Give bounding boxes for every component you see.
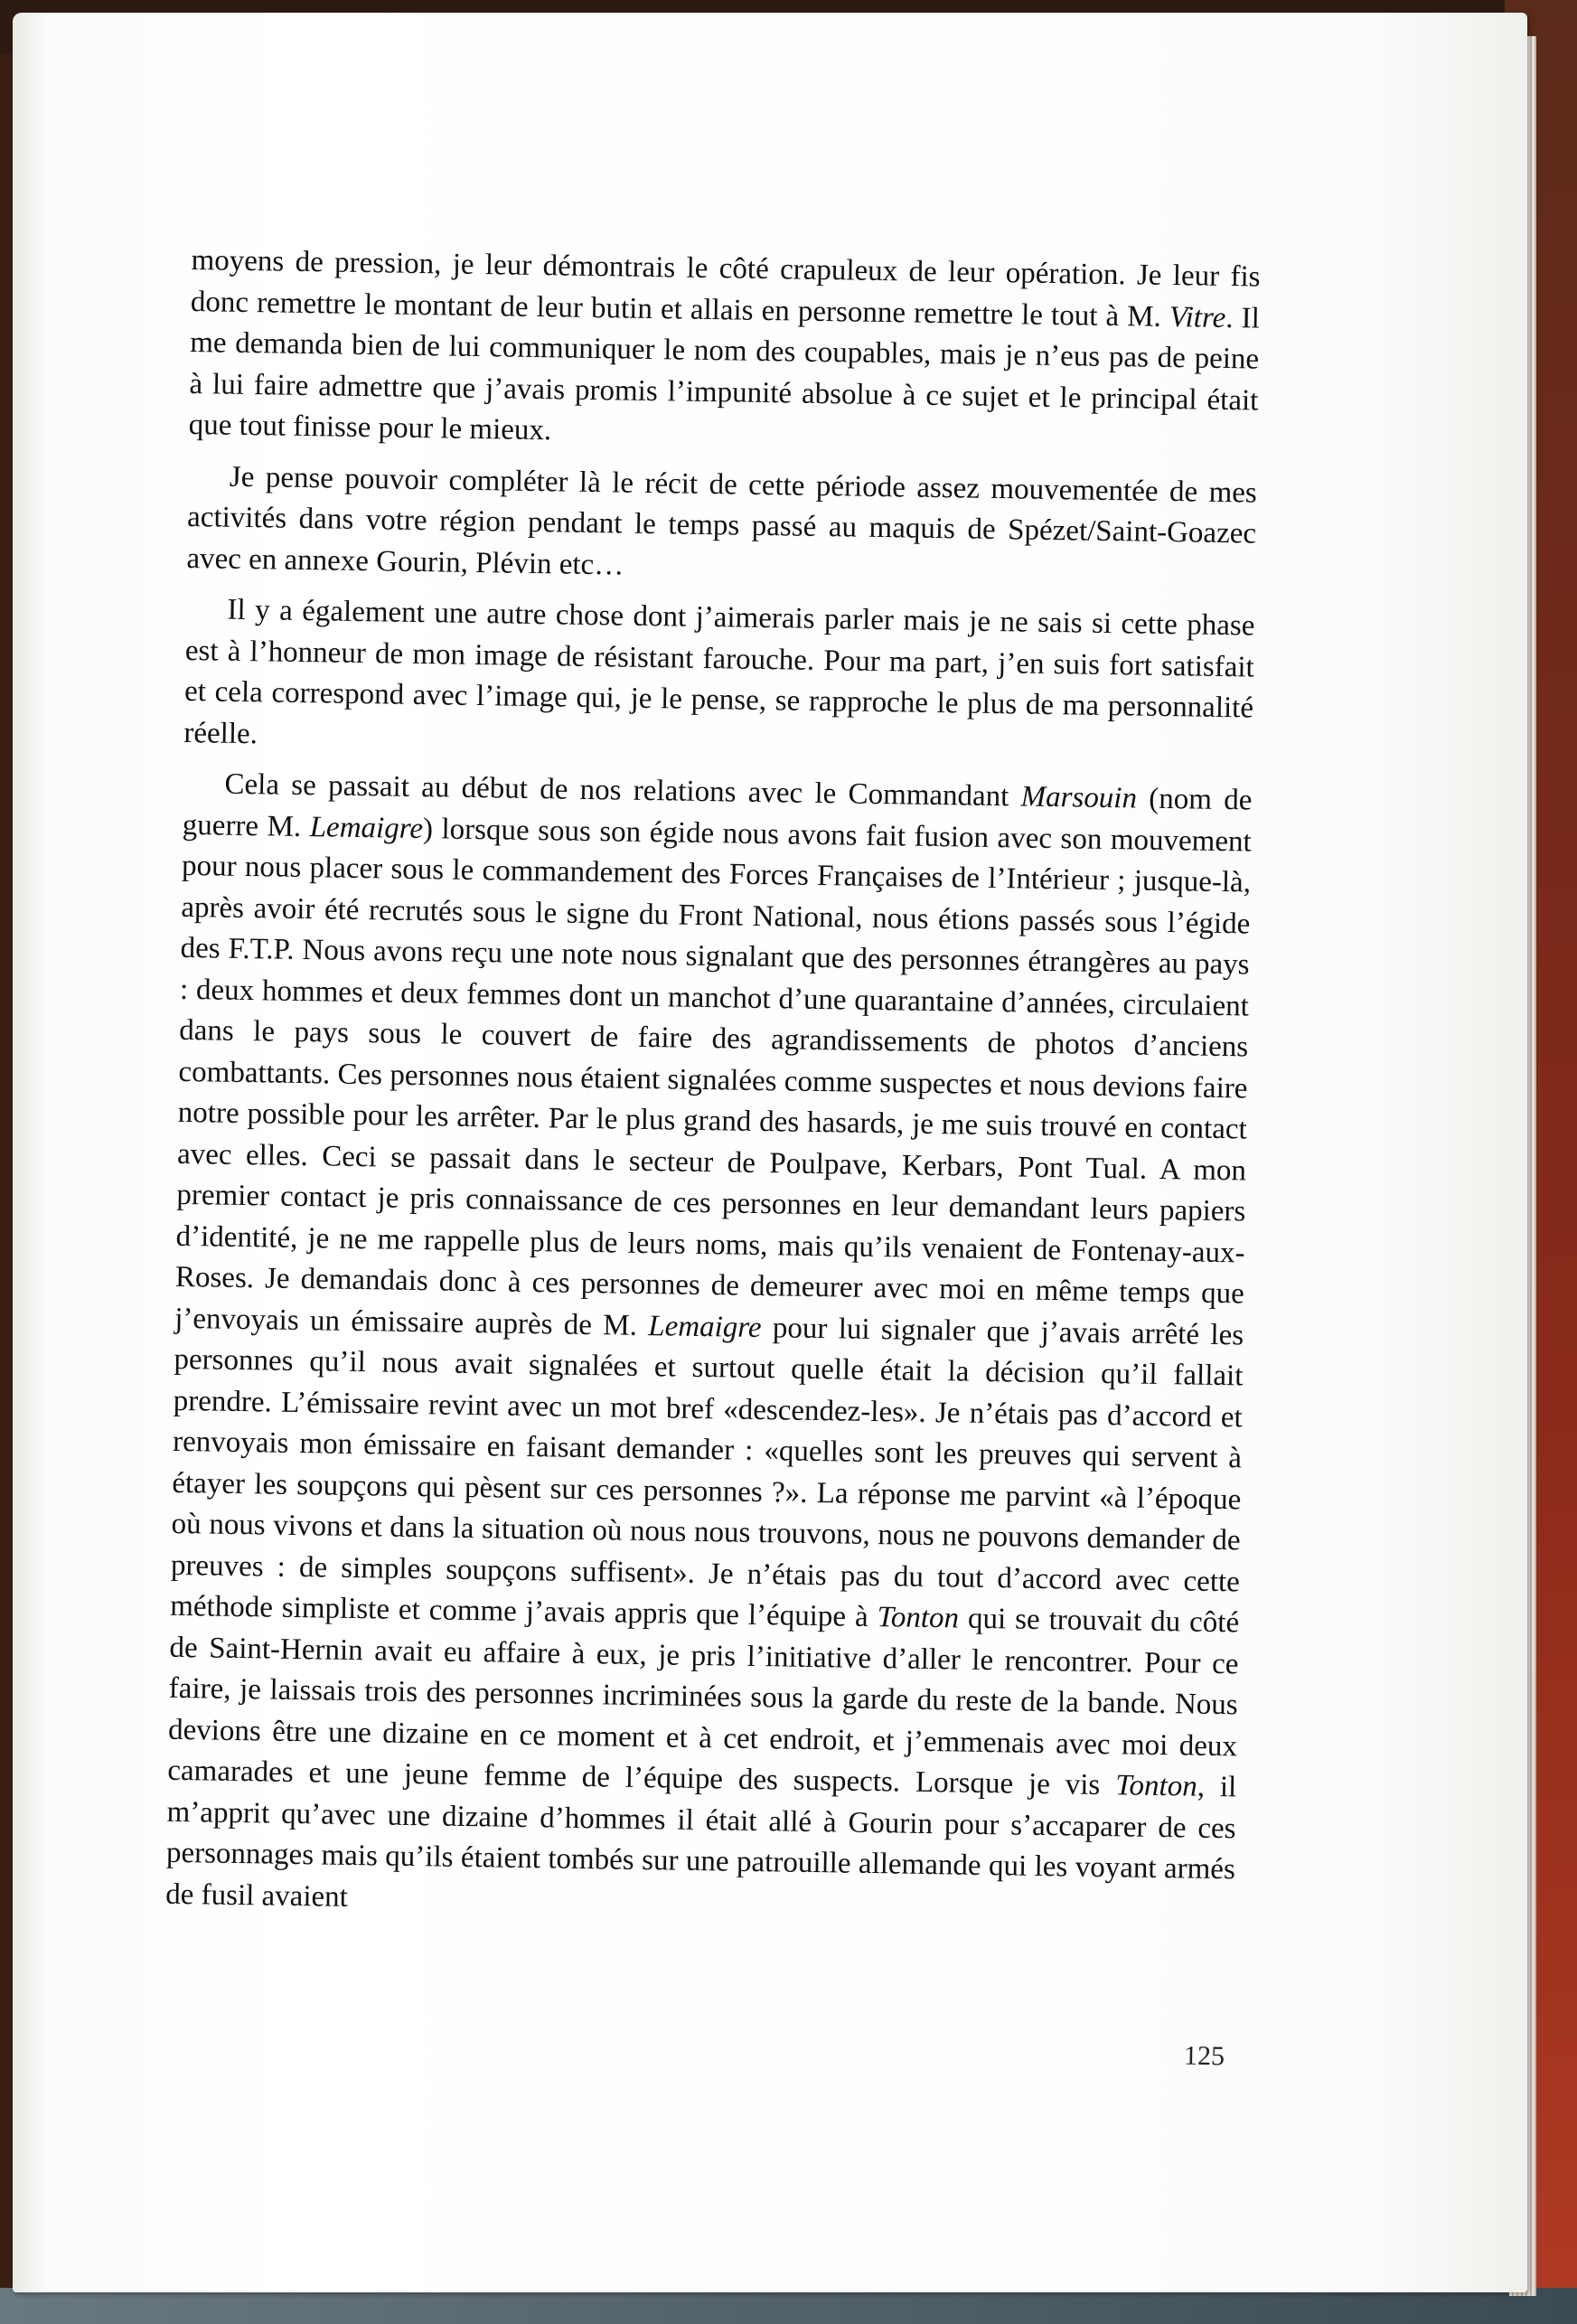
text-segment-italic: Vitre xyxy=(1169,300,1226,334)
text-segment: (nom de guerre M. xyxy=(182,782,1253,843)
text-segment: qui se trouvait du côté de Saint-Hernin avait eu affaire à eux, je pris l’initiative d’aller le rencontrer. Pour ce faire, je laissais trois des personnes incriminées sous la garde du reste de la bande. Nous devions être une dizaine en ce moment et à cet endroit, et j’emmenais avec moi deux camarades et une jeune femme de l’équipe des suspects. Lorsque je vis xyxy=(167,1602,1240,1802)
text-segment: . Il me demanda bien de lui communiquer le nom des coupables, mais je n’eus pas de peine à lui faire admettre que j’avais promis l’impunité absolue à ce sujet et le principal était que tout finisse pour le mieux. xyxy=(188,301,1261,447)
page-number: 125 xyxy=(1183,2040,1225,2072)
book-page xyxy=(13,13,1527,2292)
text-segment-italic: Lemaigre xyxy=(309,810,424,845)
background-bottom xyxy=(0,2288,1577,2324)
text-segment: moyens de pression, je leur démontrais le côté crapuleux de leur opération. Je leur fis donc remettre le montant de leur butin et allais en personne remettre le tout à M. xyxy=(190,243,1261,334)
paragraph xyxy=(183,589,1255,771)
text-segment-italic: Tonton xyxy=(877,1601,960,1635)
text-segment: Il y a également une autre chose dont j’aimerais parler mais je ne sais si cette phase est à l’honneur de mon image de résistant farouche. Pour ma part, j’en suis fort satisfait et cela correspond avec l’image qui, je le pense, se rapproche le plus de ma personnalité réelle. xyxy=(183,593,1255,750)
text-segment: , il m’apprit qu’avec une dizaine d’hommes il était allé à Gourin pour s’accaparer de ces personnages mais qu’ils étaient tombés sur une patrouille allemande qui les voyant armés de fusil avaient xyxy=(164,1770,1237,1914)
text-segment: pour lui signaler que j’avais arrêté les personnes qu’il nous avait signalées et surtout quelle était la décision qu’il fallait prendre. L’émissaire revint avec un mot bref «descendez-les». Je n’étais pas d’accord et renvoyais mon émissaire en faisant demander : «quelles sont les preuves qui servent à étayer les soupçons qui pèsent sur ces personnes ?». La réponse me parvint «à l’époque où nous vivons et dans la situation où nous nous trouvons, nous ne pouvons demander de preuves : de simples soupçons suffisent». Je n’étais pas du tout d’accord avec cette méthode simpliste et comme j’avais appris que l’équipe à xyxy=(169,1311,1244,1634)
text-segment-italic: Tonton xyxy=(1114,1769,1198,1803)
paragraph xyxy=(186,456,1257,596)
text-segment: ) lorsque sous son égide nous avons fait fusion avec son mouvement pour nous placer sous le commandement des Forces Françaises de l’Intérieur ; jusque-là, après avoir été recrutés sous le signe du Front National, nous étions passés sous l’égide des F.T.P. Nous avons reçu une note nous signalant que des personnes étrangères au pays : deux hommes et deux femmes dont un manchot d’une quarantaine d’années, circulaient dans le pays sous le couvert de faire des agrandissements de photos d’anciens combattants. Ces personnes nous étaient signalées comme suspectes et nous devions faire notre possible pour les arrêter. Par le plus grand des hasards, je me suis trouvé en contact avec elles. Ceci se passait dans le secteur de Poulpave, Kerbars, Pont Tual. A mon premier contact je pris connaissance de ces personnes en leur demandant leurs papiers d’identité, je ne me rappelle plus de leurs noms, mais qu’ils venaient de Fontenay-aux-Roses. Je demandais donc à ces personnes de demeurer avec moi en même temps que j’envoyais un émissaire auprès de M. xyxy=(174,812,1252,1342)
paragraph xyxy=(188,240,1260,463)
body-text xyxy=(165,240,1261,1942)
text-segment-italic: Lemaigre xyxy=(648,1309,762,1344)
paragraph xyxy=(165,764,1253,1932)
text-segment: Je pense pouvoir compléter là le récit de cette période assez mouvementée de mes activités dans votre région pendant le temps passé au maquis de Spézet/Saint-Goazec avec en annexe Gourin, Plévin etc… xyxy=(186,460,1258,582)
text-segment: Cela se passait au début de nos relations avec le Commandant xyxy=(224,767,1021,814)
text-segment-italic: Marsouin xyxy=(1020,780,1138,815)
